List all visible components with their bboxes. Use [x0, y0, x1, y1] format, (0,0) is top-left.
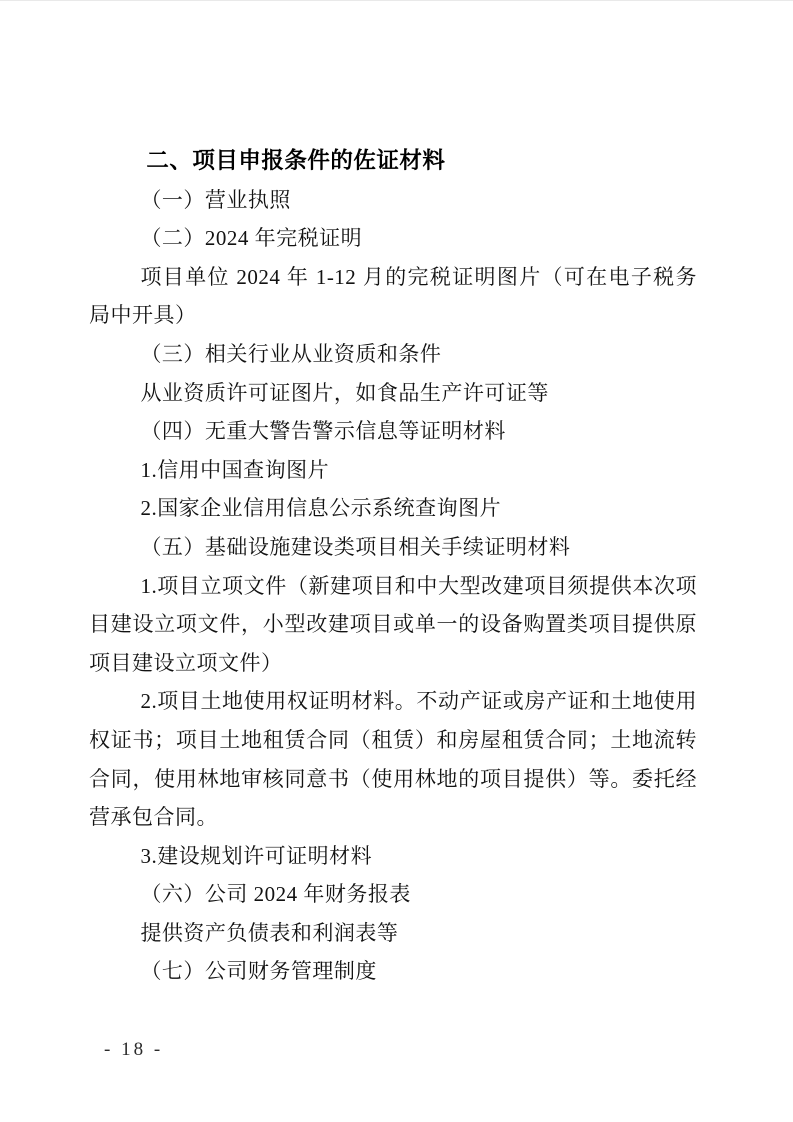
paragraph-list-credit-china: 1.信用中国查询图片	[140, 457, 330, 482]
paragraph-item-5: （五）基础设施建设类项目相关手续证明材料	[140, 534, 571, 559]
paragraph-list-land-use: 2.项目土地使用权证明材料。不动产证或房产证和土地使用权证书；项目土地租赁合同（租赁）和房屋租赁合同；土地流转合同，使用林地审核同意书（使用林地的项目提供）等。委托经营承包合同。	[89, 689, 697, 830]
paragraph-body-license-note: 从业资质许可证图片，如食品生产许可证等	[140, 380, 549, 405]
paragraph-body-financial-note: 提供资产负债表和利润表等	[140, 920, 399, 945]
paragraph-item-4: （四）无重大警告警示信息等证明材料	[140, 419, 506, 444]
document-body	[89, 142, 697, 991]
paragraph-item-1: （一）营业执照	[140, 187, 291, 212]
paragraph-list-project-approval: 1.项目立项文件（新建项目和中大型改建项目须提供本次项目建设立项文件，小型改建项目或单一的设备购置类项目提供原项目建设立项文件）	[89, 573, 697, 675]
paragraph-body-tax-note: 项目单位 2024 年 1-12 月的完税证明图片（可在电子税务局中开具）	[89, 264, 697, 328]
section-heading: 二、项目申报条件的佐证材料	[146, 148, 446, 173]
paragraph-item-3: （三）相关行业从业资质和条件	[140, 341, 442, 366]
page-number: - 18 -	[104, 1039, 164, 1060]
paragraph-item-6: （六）公司 2024 年财务报表	[140, 882, 411, 907]
paragraph-list-construction-permit: 3.建设规划许可证明材料	[140, 843, 373, 868]
paragraph-list-enterprise-credit: 2.国家企业信用信息公示系统查询图片	[140, 496, 502, 521]
paragraph-item-2: （二）2024 年完税证明	[140, 226, 363, 251]
paragraph-item-7: （七）公司财务管理制度	[140, 959, 377, 984]
